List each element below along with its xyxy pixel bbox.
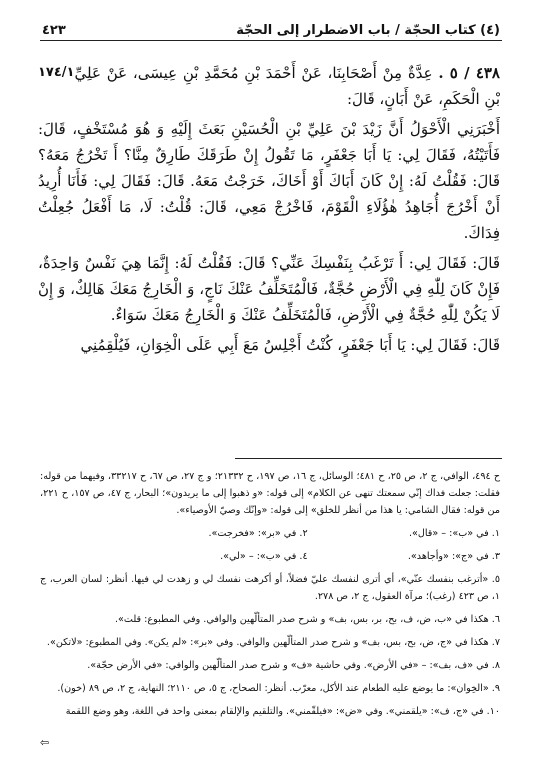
footnote-9: ٩. «الخِوان»: ما يوضع عليه الطعام عند الأكل، معرّب. أنظر: الصحاح، ج ٥، ص ٢١١٠؛ النهاية، ج ٢، ص ٨٩ (خون). [57, 683, 500, 694]
footnote-5: ٥. «أترغب بنفسك عنّي»، أي أترى لنفسك عليّ فضلاً، أو أكرهت نفسك لي و زهدت لي فيها. أنظر: لسان العرب، ج ١، ص ٤٢٣ (رغب)؛ مرآة العقول، ج ٢، ص ٢٧٨. [40, 574, 500, 602]
footnote-4: ٤. في «ب»: – «لي». [220, 551, 308, 562]
hadith-text [38, 60, 500, 362]
volume-reference: ١٧٤/١ [38, 65, 75, 80]
footnote-rule [235, 458, 502, 459]
footnote-6: ٦. هكذا في «ب، ض، ف، بح، بر، بس، بف» و شرح صدر المتألّهين والوافي. وفي المطبوع: قلت». [115, 614, 500, 625]
footnote-row-1-2 [40, 525, 500, 542]
hadith-chain [38, 60, 500, 112]
hadith-paragraph-4: قَالَ: فَقَالَ لِي: يَا أَبَا جَعْفَرٍ، كُنْتُ أَجْلِسُ مَعَ أَبِي عَلَى الْخِوَانِ، فَيُلْقِمُنِي [80, 336, 500, 354]
header-title: (٤) كتاب الحجّة / باب الاضطرار إلى الحجّة [236, 23, 500, 38]
running-header [42, 18, 500, 38]
footnote-1: ١. في «ب»: – «قال». [408, 528, 500, 539]
footnote-7: ٧. هكذا في «ج، ض، بح، بس، بف» و شرح صدر المتألّهين والوافي. وفي «بر»: «لم يكن». وفي المطبوع: «لاتكن». [46, 637, 500, 648]
page-number: ٤٢٣ [42, 23, 66, 38]
continuation-arrow-icon: ⇦ [40, 736, 50, 749]
hadith-paragraph-3: قَالَ: فَقَالَ لِي: أَ تَرْغَبُ بِنَفْسِكَ عَنِّي؟ قَالَ: فَقُلْتُ لَهُ: إِنَّمَا هِيَ نَفْسٌ وَاحِدَةٌ، فَإِنْ كَانَ لِلّٰهِ فِي الْأَرْضِ حُجَّةٌ، فَالْمُتَخَلِّفُ عَنْكَ نَاجٍ، وَ الْخَارِجُ مَعَكَ هَالِكٌ، وَ إِنْ لَا يَكُنْ لِلّٰهِ حُجَّةٌ فِي الْأَرْضِ، فَالْمُتَخَلِّفُ عَنْكَ وَ الْخَارِجُ مَعَكَ سَوَاءٌ. [38, 254, 500, 324]
footnote-8: ٨. في «ف، بف»: – «في الأرض». وفي حاشية «ف» و شرح صدر المتألّهين والوافي: «في الأرض حجّة». [87, 660, 500, 671]
footnote-sources: ح ٤٩٤، الوافي، ج ٢، ص ٢٥، ح ٤٨١؛ الوسائل، ج ١٦، ص ١٩٧، ح ٢١٣٣٢؛ و ج ٢٧، ص ٦٧، ح ٣٣٢١٧، وفيهما من قوله: فقلت: جعلت فداك إنّي سمعتك تنهى عن الكلام» إلى قوله: «و ذهبوا إلى ما يريدون»؛ البحار، ج ٤٧، ص ١٥٧، ح ٢٢١، من قوله: فقال الشامي: يا هذا من أنظر للخلق» إلى قوله: «وإنّك وصيّ الأوصياء». [40, 471, 501, 516]
footnote-2: ٢. في «بر»: «فخرجت». [208, 528, 308, 539]
hadith-paragraph-2: أَخْبَرَنِي الْأَحْوَلُ أَنَّ زَيْدَ بْنَ عَلِيِّ بْنِ الْحُسَيْنِ بَعَثَ إِلَيْهِ وَ هُوَ مُسْتَخْفٍ، قَالَ: فَأَتَيْتُهُ، فَقَالَ لِي: يَا أَبَا جَعْفَرٍ، مَا تَقُولُ إِنْ طَرَقَكَ طَارِقٌ مِنَّا؟ أَ تَخْرُجُ مَعَهُ؟ قَالَ: فَقُلْتُ لَهُ: إِنْ كَانَ أَبَاكَ أَوْ أَخَاكَ، خَرَجْتُ مَعَهُ. قَالَ: فَقَالَ لِي: فَأَنَا أُرِيدُ أَنْ أَخْرُجَ أُجَاهِدُ هٰؤُلَاءِ الْقَوْمَ، فَاخْرُجْ مَعِي، قَالَ: قُلْتُ: لَا، مَا أَفْعَلُ جُعِلْتُ فِدَاكَ. [38, 120, 500, 242]
footnote-row-3-4 [40, 548, 500, 565]
footnote-10: ١٠. في «ج، ف»: «يلقمني». وفي «ض»: «فيلقّمني». والتلقيم والإلقام بمعنى واحد في اللغة، وهو وضع اللقمة [65, 706, 500, 717]
hadith-number: ٤٣٨ / ٥ . [438, 64, 500, 82]
footnotes [40, 468, 500, 726]
footnote-3: ٣. في «ج»: «وأجاهد». [407, 551, 500, 562]
header-rule [40, 40, 502, 41]
hadith-paragraph-1: عِدَّةٌ مِنْ أَصْحَابِنَا، عَنْ أَحْمَدَ بْنِ مُحَمَّدِ بْنِ عِيسَى، عَنْ عَلِيِّ بْنِ الْحَكَمِ، عَنْ أَبَانٍ، قَالَ: [74, 64, 500, 108]
